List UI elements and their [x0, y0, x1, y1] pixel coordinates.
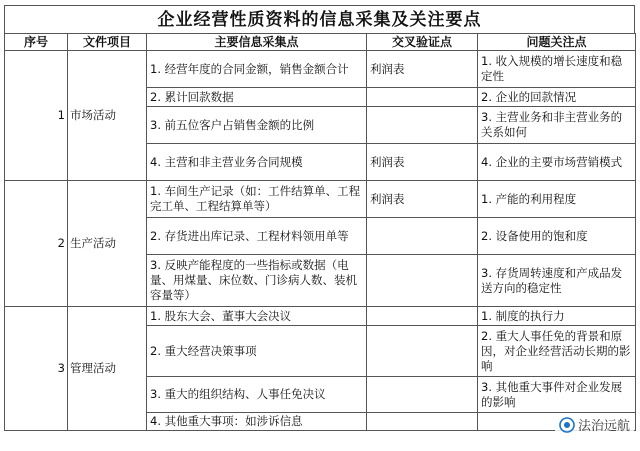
activity-name: 管理活动 [68, 307, 147, 431]
verify-cell [367, 413, 478, 431]
concern-cell: 3. 存货周转速度和产成品发送方向的稳定性 [478, 255, 636, 307]
verify-cell [367, 218, 478, 255]
verify-cell [367, 307, 478, 326]
row-number: 3 [5, 307, 68, 431]
table-row [5, 307, 636, 326]
verify-cell [367, 107, 478, 144]
info-cell: 3. 前五位客户占销售金额的比例 [147, 107, 367, 144]
info-cell: 2. 累计回款数据 [147, 88, 367, 107]
concern-cell: 2. 设备使用的饱和度 [478, 218, 636, 255]
info-cell: 2. 存货进出库记录、工程材料领用单等 [147, 218, 367, 255]
info-cell: 3. 反映产能程度的一些指标或数据（电量、用煤量、床位数、门诊病人数、装机容量等） [147, 255, 367, 307]
concern-cell: 4. 企业的主要市场营销模式 [478, 144, 636, 181]
info-cell: 2. 重大经营决策事项 [147, 326, 367, 377]
activity-name: 市场活动 [68, 51, 147, 181]
verify-cell: 利润表 [367, 181, 478, 218]
watermark-text: 法治远航 [577, 419, 630, 434]
concern-cell: 2. 重大人事任免的背景和原因，对企业经营活动长期的影响 [478, 326, 636, 377]
info-cell: 4. 其他重大事项：如涉诉信息 [147, 413, 367, 431]
verify-cell [367, 326, 478, 377]
concern-cell: 2. 企业的回款情况 [478, 88, 636, 107]
header-file-item: 文件项目 [68, 34, 147, 51]
concern-cell: 3. 其他重大事件对企业发展的影响 [478, 377, 636, 413]
concern-cell: 1. 制度的执行力 [478, 307, 636, 326]
verify-cell: 利润表 [367, 144, 478, 181]
concern-cell: 1. 产能的利用程度 [478, 181, 636, 218]
activity-name: 生产活动 [68, 181, 147, 307]
verify-cell [367, 88, 478, 107]
info-cell: 1. 车间生产记录（如：工件结算单、工程完工单、工程结算单等） [147, 181, 367, 218]
verify-cell: 利润表 [367, 51, 478, 88]
info-cell: 1. 经营年度的合同金额，销售金额合计 [147, 51, 367, 88]
concern-cell: 3. 主营业务和非主营业务的关系如何 [478, 107, 636, 144]
table-header-row [5, 34, 636, 51]
verify-cell [367, 377, 478, 413]
info-cell: 1. 股东大会、董事大会决议 [147, 307, 367, 326]
verify-cell [367, 255, 478, 307]
watermark [555, 414, 634, 435]
table-title: 企业经营性质资料的信息采集及关注要点 [4, 5, 635, 33]
document-table-container [4, 5, 635, 431]
info-collection-table [4, 33, 636, 431]
concern-cell: 1. 收入规模的增长速度和稳定性 [478, 51, 636, 88]
header-concern: 问题关注点 [478, 34, 636, 51]
header-no: 序号 [5, 34, 68, 51]
table-row [5, 181, 636, 218]
row-number: 1 [5, 51, 68, 181]
info-cell: 4. 主营和非主营业务合同规模 [147, 144, 367, 181]
wechat-official-account-icon [559, 417, 575, 433]
row-number: 2 [5, 181, 68, 307]
header-main-info: 主要信息采集点 [147, 34, 367, 51]
table-row [5, 51, 636, 88]
info-cell: 3. 重大的组织结构、人事任免决议 [147, 377, 367, 413]
header-cross-verify: 交叉验证点 [367, 34, 478, 51]
